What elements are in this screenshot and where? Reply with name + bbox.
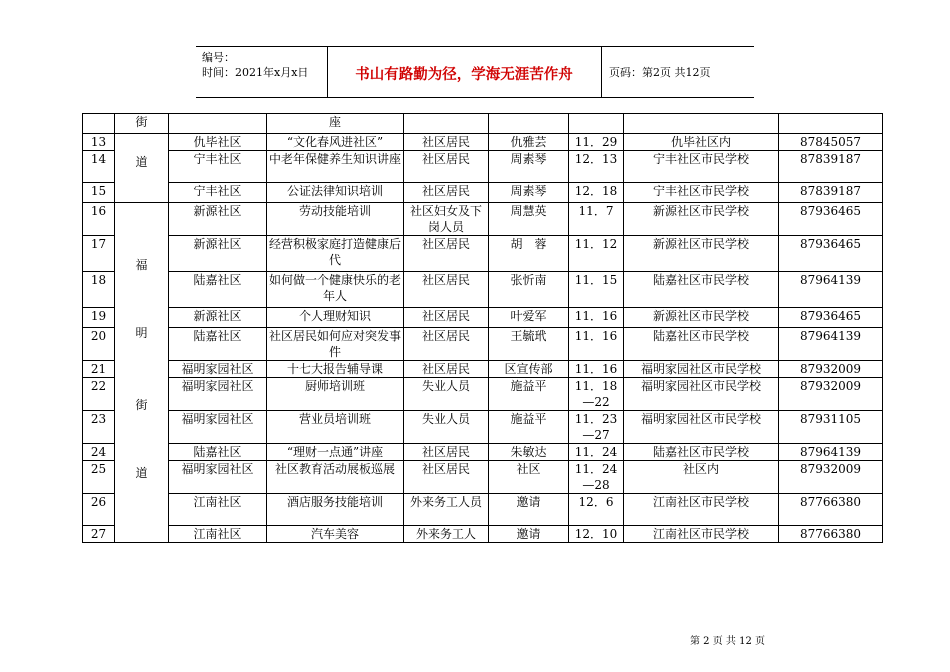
place-cell: 新源社区市民学校 [624,308,779,328]
district-char: 道 [135,466,148,480]
topic-cell: 公证法律知识培训 [267,183,404,203]
phone-cell: 87936465 [779,308,883,328]
teacher-cell: 施益平 [489,411,569,444]
row-no-cell: 21 [83,361,115,378]
teacher-cell: 邀请 [489,526,569,543]
community-cell: 新源社区 [169,203,267,236]
audience-cell: 社区居民 [404,151,489,183]
audience-cell: 社区居民 [404,272,489,308]
place-cell: 宁丰社区市民学校 [624,151,779,183]
place-cell: 江南社区市民学校 [624,526,779,543]
teacher-cell: 区宣传部 [489,361,569,378]
row-no-cell: 13 [83,134,115,151]
row-no-cell: 16 [83,203,115,236]
header-divider [601,47,602,97]
teacher-cell: 朱敏达 [489,444,569,461]
topic-cell: 个人理财知识 [267,308,404,328]
audience-cell: 外来务工人员 [404,494,489,526]
place-cell: 仇毕社区内 [624,134,779,151]
topic-cell: 营业员培训班 [267,411,404,444]
phone-cell: 87932009 [779,378,883,411]
audience-cell: 外来务工人 [404,526,489,543]
community-cell [169,114,267,134]
place-cell: 社区内 [624,461,779,494]
community-cell: 陆嘉社区 [169,272,267,308]
table-row [83,114,883,134]
community-cell: 福明家园社区 [169,461,267,494]
teacher-cell: 周素琴 [489,183,569,203]
phone-cell: 87932009 [779,461,883,494]
teacher-cell: 社区 [489,461,569,494]
audience-cell: 社区居民 [404,183,489,203]
district-char: 道 [135,155,148,169]
community-cell: 江南社区 [169,494,267,526]
date-cell: 12．18 [569,183,624,203]
row-no-cell: 18 [83,272,115,308]
phone-cell: 87839187 [779,151,883,183]
teacher-cell: 邀请 [489,494,569,526]
teacher-cell: 王毓玳 [489,328,569,361]
audience-cell: 社区居民 [404,236,489,272]
audience-cell: 社区居民 [404,308,489,328]
table-cell [624,114,779,134]
audience-cell: 社区妇女及下岗人员 [404,203,489,236]
date-cell: 11．16 [569,308,624,328]
phone-cell: 87964139 [779,444,883,461]
row-no-cell: 15 [83,183,115,203]
table-row [83,203,883,236]
table-row [83,411,883,444]
place-cell: 陆嘉社区市民学校 [624,444,779,461]
community-cell: 陆嘉社区 [169,444,267,461]
date-cell: 11．16 [569,361,624,378]
date-cell: 11．7 [569,203,624,236]
place-cell: 新源社区市民学校 [624,236,779,272]
topic-cell: 社区居民如何应对突发事件 [267,328,404,361]
topic-cell: 如何做一个健康快乐的老年人 [267,272,404,308]
topic-cell: “理财一点通”讲座 [267,444,404,461]
topic-cell: 厨师培训班 [267,378,404,411]
header-motto: 书山有路勤为径，学海无涯苦作舟 [355,67,573,83]
community-cell: 仇毕社区 [169,134,267,151]
community-cell: 新源社区 [169,236,267,272]
date-cell: 11．18—22 [569,378,624,411]
phone-cell: 87936465 [779,203,883,236]
teacher-cell: 叶爱军 [489,308,569,328]
topic-cell: 十七大报告辅导课 [267,361,404,378]
place-cell: 江南社区市民学校 [624,494,779,526]
community-cell: 福明家园社区 [169,411,267,444]
phone-cell: 87932009 [779,361,883,378]
table-row [83,494,883,526]
community-cell: 福明家园社区 [169,378,267,411]
date-cell: 11．29 [569,134,624,151]
district-char: 明 [135,326,148,340]
phone-cell: 87936465 [779,236,883,272]
table-row [83,183,883,203]
teacher-cell: 胡 蓉 [489,236,569,272]
row-no-cell [83,114,115,134]
table-row [83,272,883,308]
community-cell: 宁丰社区 [169,183,267,203]
teacher-cell: 仇雅芸 [489,134,569,151]
place-cell: 福明家园社区市民学校 [624,378,779,411]
table-cell [404,114,489,134]
topic-cell: 座 [267,114,404,134]
audience-cell: 社区居民 [404,328,489,361]
topic-cell: 劳动技能培训 [267,203,404,236]
date-cell: 11．24 [569,444,624,461]
number-label: 编号： [202,51,235,64]
phone-cell: 87845057 [779,134,883,151]
date-cell: 11．15 [569,272,624,308]
community-cell: 新源社区 [169,308,267,328]
district-cell-b [115,203,169,543]
teacher-cell: 周素琴 [489,151,569,183]
row-no-cell: 27 [83,526,115,543]
table-row [83,444,883,461]
audience-cell: 失业人员 [404,378,489,411]
page-number-label: 页码：第2页 共12页 [609,66,711,79]
teacher-cell: 周慧英 [489,203,569,236]
table-row [83,151,883,183]
row-no-cell: 22 [83,378,115,411]
date-cell: 11．23—27 [569,411,624,444]
place-cell: 陆嘉社区市民学校 [624,272,779,308]
place-cell: 陆嘉社区市民学校 [624,328,779,361]
date-cell: 11．16 [569,328,624,361]
place-cell: 宁丰社区市民学校 [624,183,779,203]
phone-cell: 87964139 [779,328,883,361]
topic-cell: 社区教育活动展板巡展 [267,461,404,494]
audience-cell: 社区居民 [404,444,489,461]
place-cell: 新源社区市民学校 [624,203,779,236]
header-meta [202,50,308,80]
table-row [83,361,883,378]
community-cell: 福明家园社区 [169,361,267,378]
topic-cell: 汽车美容 [267,526,404,543]
district-char: 街 [135,398,148,412]
row-no-cell: 14 [83,151,115,183]
row-no-cell: 19 [83,308,115,328]
audience-cell: 失业人员 [404,411,489,444]
date-cell: 11．24—28 [569,461,624,494]
table-cell [779,114,883,134]
date-cell: 12．6 [569,494,624,526]
date-cell: 12．10 [569,526,624,543]
phone-cell: 87839187 [779,183,883,203]
topic-cell: “文化春风进社区” [267,134,404,151]
audience-cell: 社区居民 [404,461,489,494]
activity-table [82,113,883,543]
phone-cell: 87766380 [779,526,883,543]
row-no-cell: 17 [83,236,115,272]
district-cell-a [115,134,169,203]
table-row [83,461,883,494]
table-row [83,134,883,151]
row-no-cell: 23 [83,411,115,444]
audience-cell: 社区居民 [404,361,489,378]
teacher-cell: 施益平 [489,378,569,411]
district-char: 福 [135,258,148,272]
phone-cell: 87964139 [779,272,883,308]
table-row [83,308,883,328]
community-cell: 宁丰社区 [169,151,267,183]
place-cell: 福明家园社区市民学校 [624,361,779,378]
phone-cell: 87766380 [779,494,883,526]
audience-cell: 社区居民 [404,134,489,151]
table-row [83,378,883,411]
phone-cell: 87931105 [779,411,883,444]
date-cell: 11．12 [569,236,624,272]
row-no-cell: 25 [83,461,115,494]
teacher-cell: 张忻南 [489,272,569,308]
table-row [83,526,883,543]
district-cell: 街 [115,114,169,134]
topic-cell: 中老年保健养生知识讲座 [267,151,404,183]
topic-cell: 酒店服务技能培训 [267,494,404,526]
row-no-cell: 24 [83,444,115,461]
community-cell: 江南社区 [169,526,267,543]
table-row [83,236,883,272]
topic-cell: 经营积极家庭打造健康后代 [267,236,404,272]
table-row [83,328,883,361]
page-header [196,46,754,98]
community-cell: 陆嘉社区 [169,328,267,361]
row-no-cell: 20 [83,328,115,361]
table-cell [489,114,569,134]
place-cell: 福明家园社区市民学校 [624,411,779,444]
table-cell [569,114,624,134]
date-cell: 12．13 [569,151,624,183]
row-no-cell: 26 [83,494,115,526]
page-footer: 第 2 页 共 12 页 [690,636,765,647]
time-label: 时间：2021年x月x日 [202,66,309,79]
